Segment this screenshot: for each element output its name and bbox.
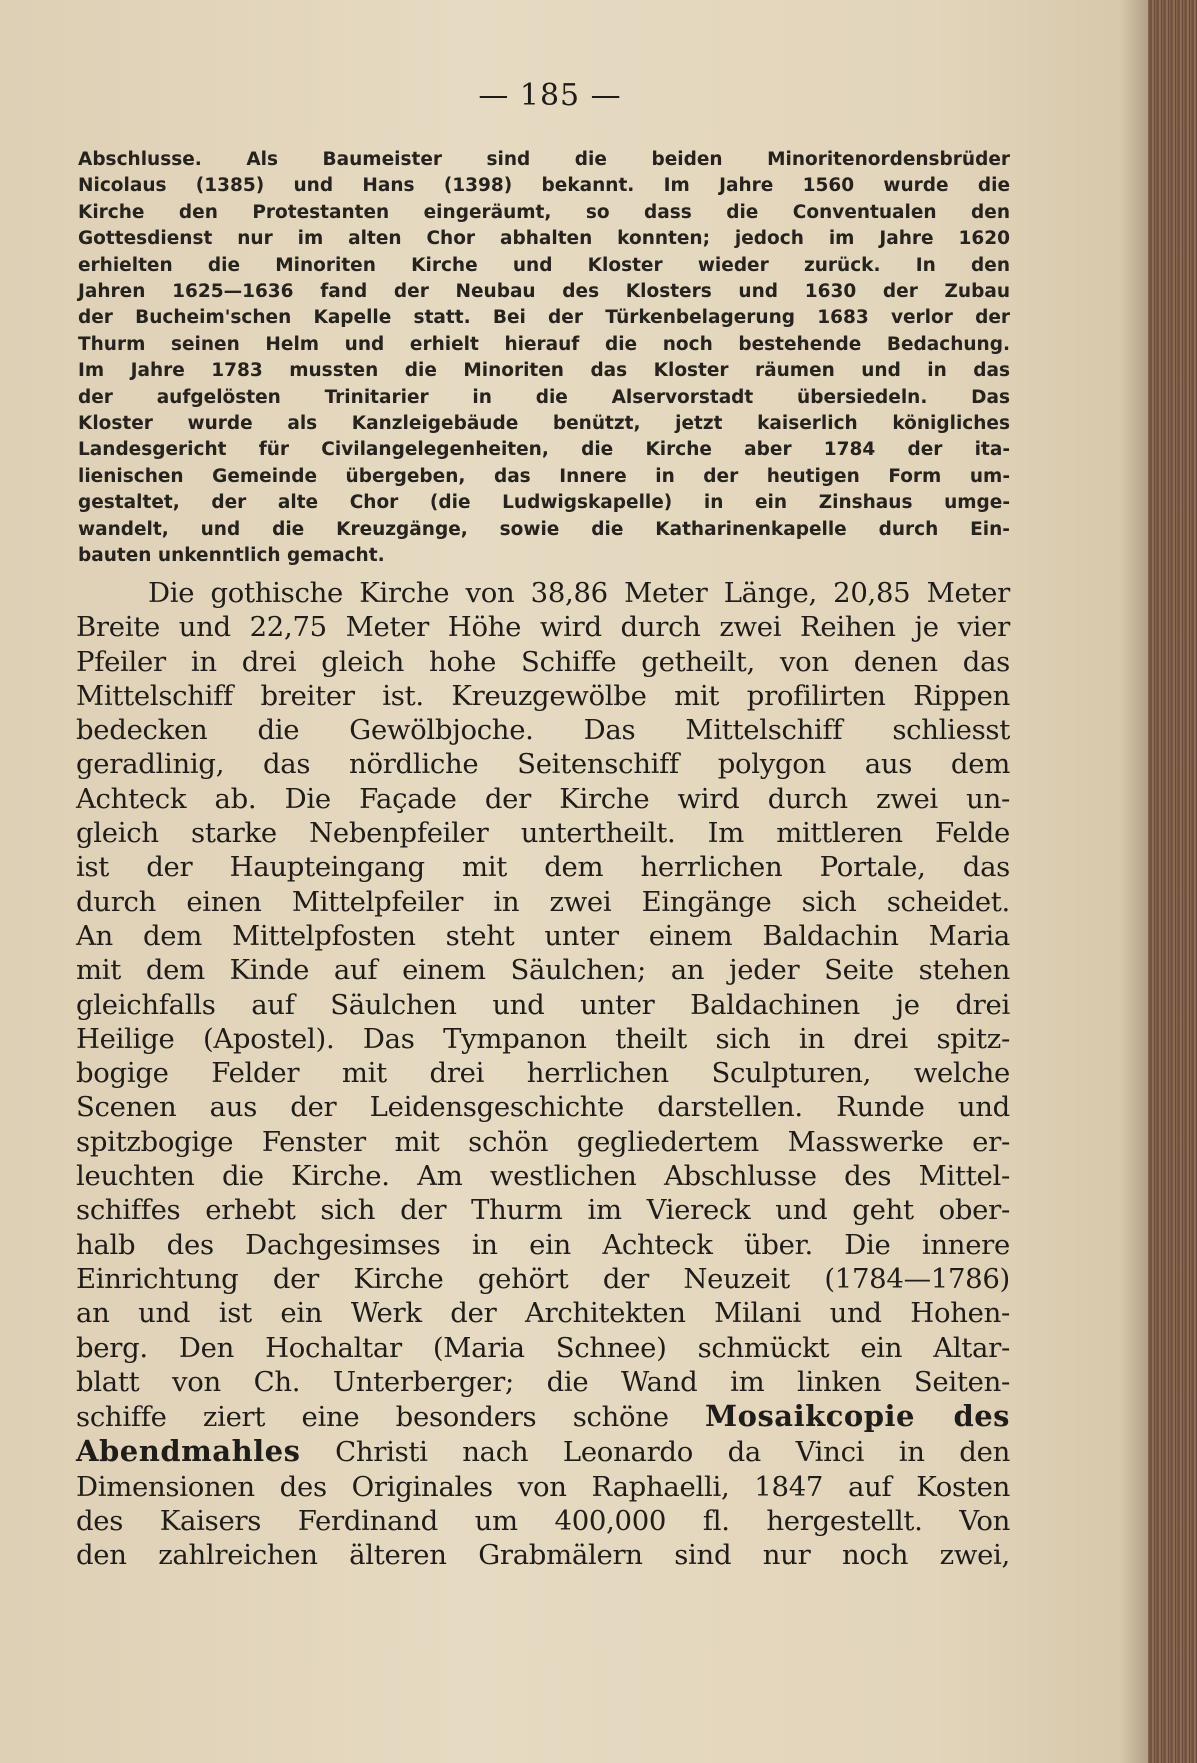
footnote-line: Landesgericht für Civilangelegenheiten, die Kirche aber 1784 der ita- xyxy=(78,439,1010,461)
body-line: An dem Mittelpfosten steht unter einem Baldachin Maria xyxy=(76,919,1010,952)
body-line: den zahlreichen älteren Grabmälern sind nur noch zwei, xyxy=(76,1539,1010,1572)
body-line: Scenen aus der Leidensgeschichte darstellen. Runde und xyxy=(76,1091,1010,1124)
footnote-line: wandelt, und die Kreuzgänge, sowie die Katharinenkapelle durch Ein- xyxy=(78,518,1010,540)
body-line: blatt von Ch. Unterberger; die Wand im linken Seiten- xyxy=(76,1365,1010,1398)
page-number: — 185 — xyxy=(478,78,622,113)
footnote-line: bauten unkenntlich gemacht. xyxy=(78,545,385,567)
footnote-block xyxy=(78,147,1010,570)
body-line: schiffes erhebt sich der Thurm im Viereck und geht ober- xyxy=(76,1194,1010,1227)
body-line: des Kaisers Ferdinand um 400,000 fl. hergestellt. Von xyxy=(76,1505,1010,1538)
footnote-line: Thurm seinen Helm und erhielt hierauf die noch bestehende Bedachung. xyxy=(78,333,1010,355)
body-line-text: schiffe ziert eine besonders schöne xyxy=(76,1401,669,1434)
body-line: Breite und 22,75 Meter Höhe wird durch zwei Reihen je vier xyxy=(76,611,1010,644)
body-line: geradlinig, das nördliche Seitenschiff polygon aus dem xyxy=(76,748,1010,781)
body-text xyxy=(76,576,1010,1573)
footnote-line: Kirche den Protestanten eingeräumt, so dass die Conventualen den xyxy=(78,201,1010,223)
body-line xyxy=(76,1434,1010,1469)
footnote-line: erhielten die Minoriten Kirche und Kloster wieder zurück. In den xyxy=(78,254,1010,276)
footnote-line: Im Jahre 1783 mussten die Minoriten das Kloster räumen und in das xyxy=(78,360,1010,382)
body-line: bedecken die Gewölbjoche. Das Mittelschiff schliesst xyxy=(76,714,1010,747)
body-line: Einrichtung der Kirche gehört der Neuzeit (1784—1786) xyxy=(76,1262,1010,1295)
body-line: spitzbogige Fenster mit schön gegliedertem Masswerke er- xyxy=(76,1125,1010,1158)
footnote-line: der Bucheim'schen Kapelle statt. Bei der Türkenbelagerung 1683 verlor der xyxy=(78,307,1010,329)
footnote-line: der aufgelösten Trinitarier in die Alservorstadt übersiedeln. Das xyxy=(78,386,1010,408)
body-line: leuchten die Kirche. Am westlichen Abschlusse des Mittel- xyxy=(76,1160,1010,1193)
body-line: ist der Haupteingang mit dem herrlichen Portale, das xyxy=(76,851,1010,884)
body-line: Die gothische Kirche von 38,86 Meter Länge, 20,85 Meter xyxy=(148,577,1010,609)
footnote-line: lienischen Gemeinde übergeben, das Innere in der heutigen Form um- xyxy=(78,465,1010,487)
page-gutter-shadow xyxy=(1120,0,1150,1763)
book-page-edges xyxy=(1148,0,1197,1763)
footnote-line: Jahren 1625—1636 fand der Neubau des Klosters und 1630 der Zubau xyxy=(78,281,1010,303)
body-line: an und ist ein Werk der Architekten Milani und Hohen- xyxy=(76,1297,1010,1330)
body-line: berg. Den Hochaltar (Maria Schnee) schmückt ein Altar- xyxy=(76,1331,1010,1364)
footnote-line: Abschlusse. Als Baumeister sind die beiden Minoritenordensbrüder xyxy=(78,149,1010,170)
body-line: mit dem Kinde auf einem Säulchen; an jeder Seite stehen xyxy=(76,954,1010,987)
footnote-line: gestaltet, der alte Chor (die Ludwigskapelle) in ein Zinshaus umge- xyxy=(78,492,1010,514)
body-line xyxy=(76,1399,1010,1434)
footnote-line: Nicolaus (1385) und Hans (1398) bekannt. Im Jahre 1560 wurde die xyxy=(78,175,1010,197)
highlighted-term: Mosaikcopie des xyxy=(705,1399,1010,1434)
body-line: Heilige (Apostel). Das Tympanon theilt sich in drei spitz- xyxy=(76,1022,1010,1055)
body-line: Pfeiler in drei gleich hohe Schiffe getheilt, von denen das xyxy=(76,645,1010,678)
footnote-line: Gottesdienst nur im alten Chor abhalten konnten; jedoch im Jahre 1620 xyxy=(78,228,1010,250)
body-line: bogige Felder mit drei herrlichen Sculpturen, welche xyxy=(76,1057,1010,1090)
body-line: gleich starke Nebenpfeiler untertheilt. Im mittleren Felde xyxy=(76,817,1010,850)
body-line: durch einen Mittelpfeiler in zwei Eingänge sich scheidet. xyxy=(76,885,1010,918)
body-line: Mittelschiff breiter ist. Kreuzgewölbe mit profilirten Rippen xyxy=(76,679,1010,712)
body-line: gleichfalls auf Säulchen und unter Baldachinen je drei xyxy=(76,988,1010,1021)
body-line: Dimensionen des Originales von Raphaelli, 1847 auf Kosten xyxy=(76,1470,1010,1503)
highlighted-term: Abendmahles xyxy=(76,1434,301,1469)
footnote-line: Kloster wurde als Kanzleigebäude benützt, jetzt kaiserlich königliches xyxy=(78,413,1010,435)
body-line-text: Christi nach Leonardo da Vinci in den xyxy=(335,1436,1010,1469)
body-line: Achteck ab. Die Façade der Kirche wird durch zwei un- xyxy=(76,782,1010,815)
body-line: halb des Dachgesimses in ein Achteck über. Die innere xyxy=(76,1228,1010,1261)
